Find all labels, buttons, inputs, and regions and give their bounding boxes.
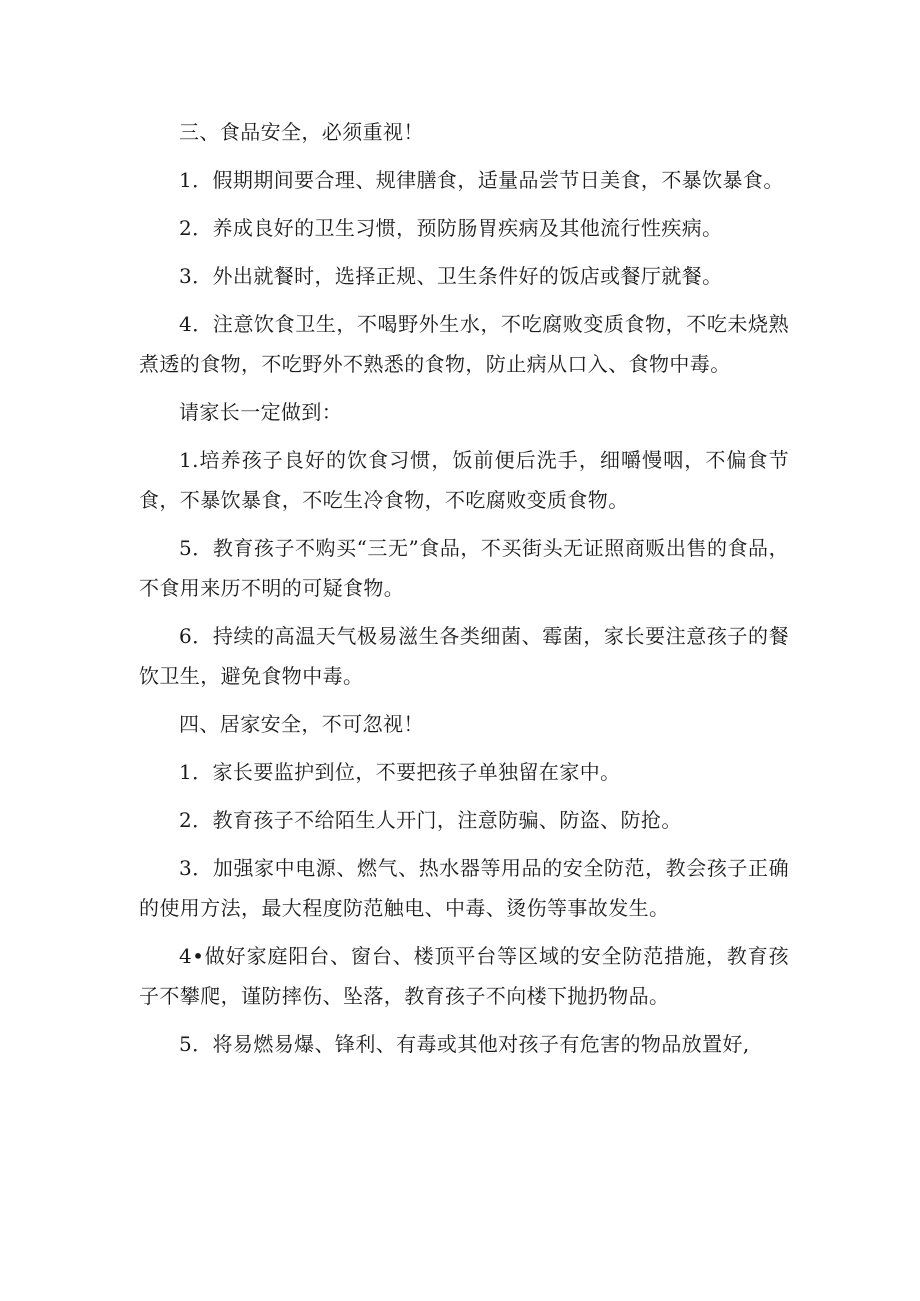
list-item: 1．假期期间要合理、规律膳食，适量品尝节日美食，不暴饮暴食。 [179,168,784,192]
list-item: 2．教育孩子不给陌生人开门，注意防骗、防盗、防抢。 [179,808,682,832]
list-item: 1．家长要监护到位，不要把孩子单独留在家中。 [179,760,621,784]
list-item: 5．将易燃易爆、锋利、有毒或其他对孩子有危害的物品放置好, [179,1032,750,1056]
list-item: 1.培养孩子良好的饮食习惯，饭前便后洗手，细嚼慢咽，不偏食节食，不暴饮暴食，不吃生冷食物，不吃腐败变质食物。 [139,448,789,512]
list-item: 4．注意饮食卫生，不喝野外生水，不吃腐败变质食物，不吃未烧熟煮透的食物，不吃野外不熟悉的食物，防止病从口入、食物中毒。 [139,312,789,376]
section-heading-food-safety: 三、食品安全，必须重视！ [179,120,424,144]
document-body [139,112,789,1072]
parent-instructions-heading: 请家长一定做到： [179,400,343,424]
list-item: 3．加强家中电源、燃气、热水器等用品的安全防范，教会孩子正确的使用方法，最大程度防范触电、中毒、烫伤等事故发生。 [139,856,789,920]
list-item: 3．外出就餐时，选择正规、卫生条件好的饭店或餐厅就餐。 [179,264,723,288]
section-heading-home-safety: 四、居家安全，不可忽视！ [179,712,424,736]
list-item: 4•做好家庭阳台、窗台、楼顶平台等区域的安全防范措施，教育孩子不攀爬，谨防摔伤、坠落，教育孩子不向楼下抛扔物品。 [139,944,789,1008]
list-item: 6．持续的高温天气极易滋生各类细菌、霉菌，家长要注意孩子的餐饮卫生，避免食物中毒。 [139,624,789,688]
list-item: 2．养成良好的卫生习惯，预防肠胃疾病及其他流行性疾病。 [179,216,723,240]
list-item: 5．教育孩子不购买“三无”食品，不买街头无证照商贩出售的食品，不食用来历不明的可疑食物。 [139,536,789,600]
